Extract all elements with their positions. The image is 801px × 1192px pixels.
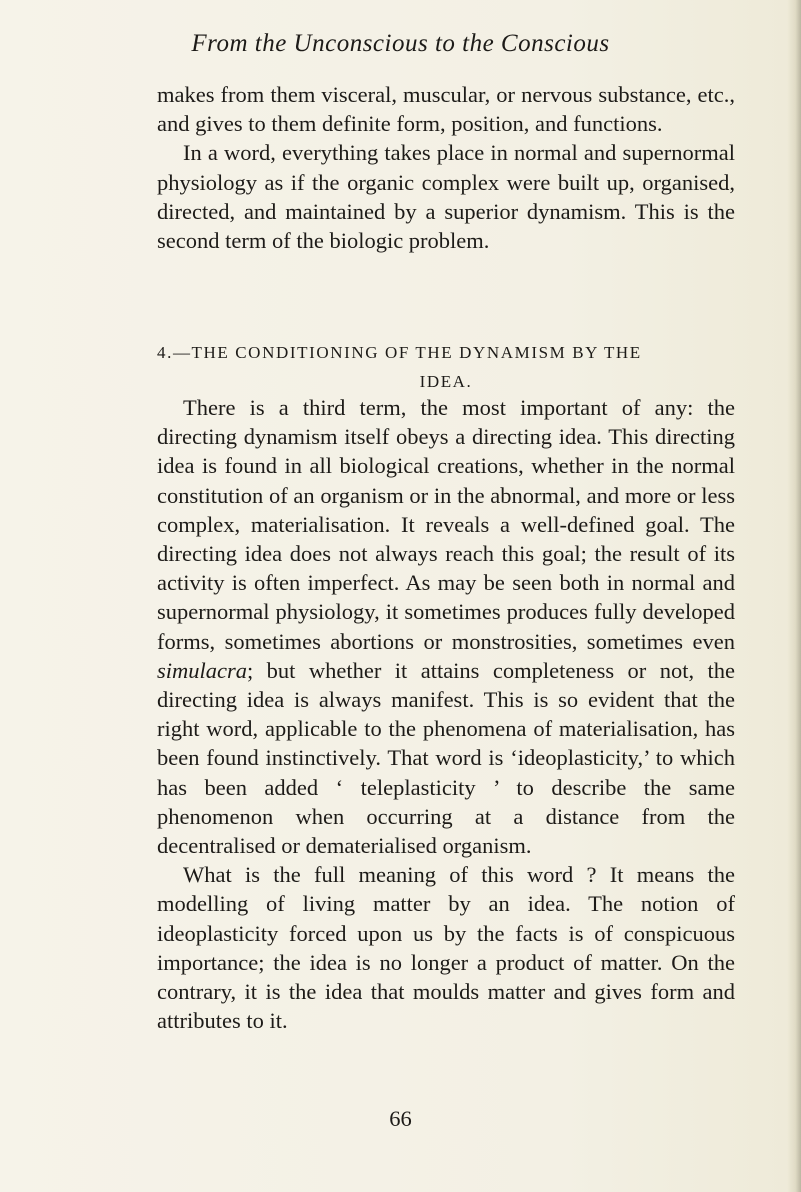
paragraph-third-term-text-1: There is a third term, the most important of any: the directing dynamism itself obeys a directing idea. This directing idea is found in all biological creations, whether in the normal constitution of an organism or in the abnormal, and more or less complex, materialisation. It reveals a well-defined goal. The directing idea does not always reach this goal; the result of its activity is often imperfect. As may be seen both in normal and supernormal physiology, it sometimes produces fully developed forms, sometimes abortions or monstrosities, sometimes even [157,395,735,654]
section-heading [157,338,735,396]
section-number: 4. [157,343,173,362]
text-block-main [157,393,735,1035]
paragraph-second-term: In a word, everything takes place in normal and supernormal physiology as if the organic complex were built up, organised, directed, and maintained by a superior dynamism. This is the second term of the biologic problem. [157,140,735,254]
italic-simulacra: simulacra [157,657,247,683]
section-title-part-1: —THE CONDITIONING OF THE DYNAMISM BY THE [172,343,642,362]
page-edge-shadow [787,0,801,1192]
running-head: From the Unconscious to the Conscious [191,30,610,57]
section-title-part-2: IDEA. [419,372,473,391]
text-block-top [157,80,735,255]
paragraph-third-term [157,393,735,860]
section-heading-line-1 [157,338,735,367]
paragraph-third-term-text-2: ; but whether it attains completeness or not, the directing idea is always manifest. This is so evident that the right word, applicable to the phenomena of materialisation, has been found instinctively. That word is ‘ideoplasticity,’ to which has been added ‘ teleplasticity ’ to describe the same phenomenon when occurring at a distance from the decentralised or dematerialised organism. [157,657,735,859]
page-number: 66 [389,1106,412,1131]
paragraph-continued: makes from them visceral, muscular, or nervous substance, etc., and gives to them definite form, position, and functions. [157,82,735,137]
paragraph-meaning: What is the full meaning of this word ? It means the modelling of living matter by an idea. The notion of ideoplasticity forced upon us by the facts is of conspicuous importance; the idea is no longer a product of matter. On the contrary, it is the idea that moulds matter and gives form and attributes to it. [157,862,735,1034]
